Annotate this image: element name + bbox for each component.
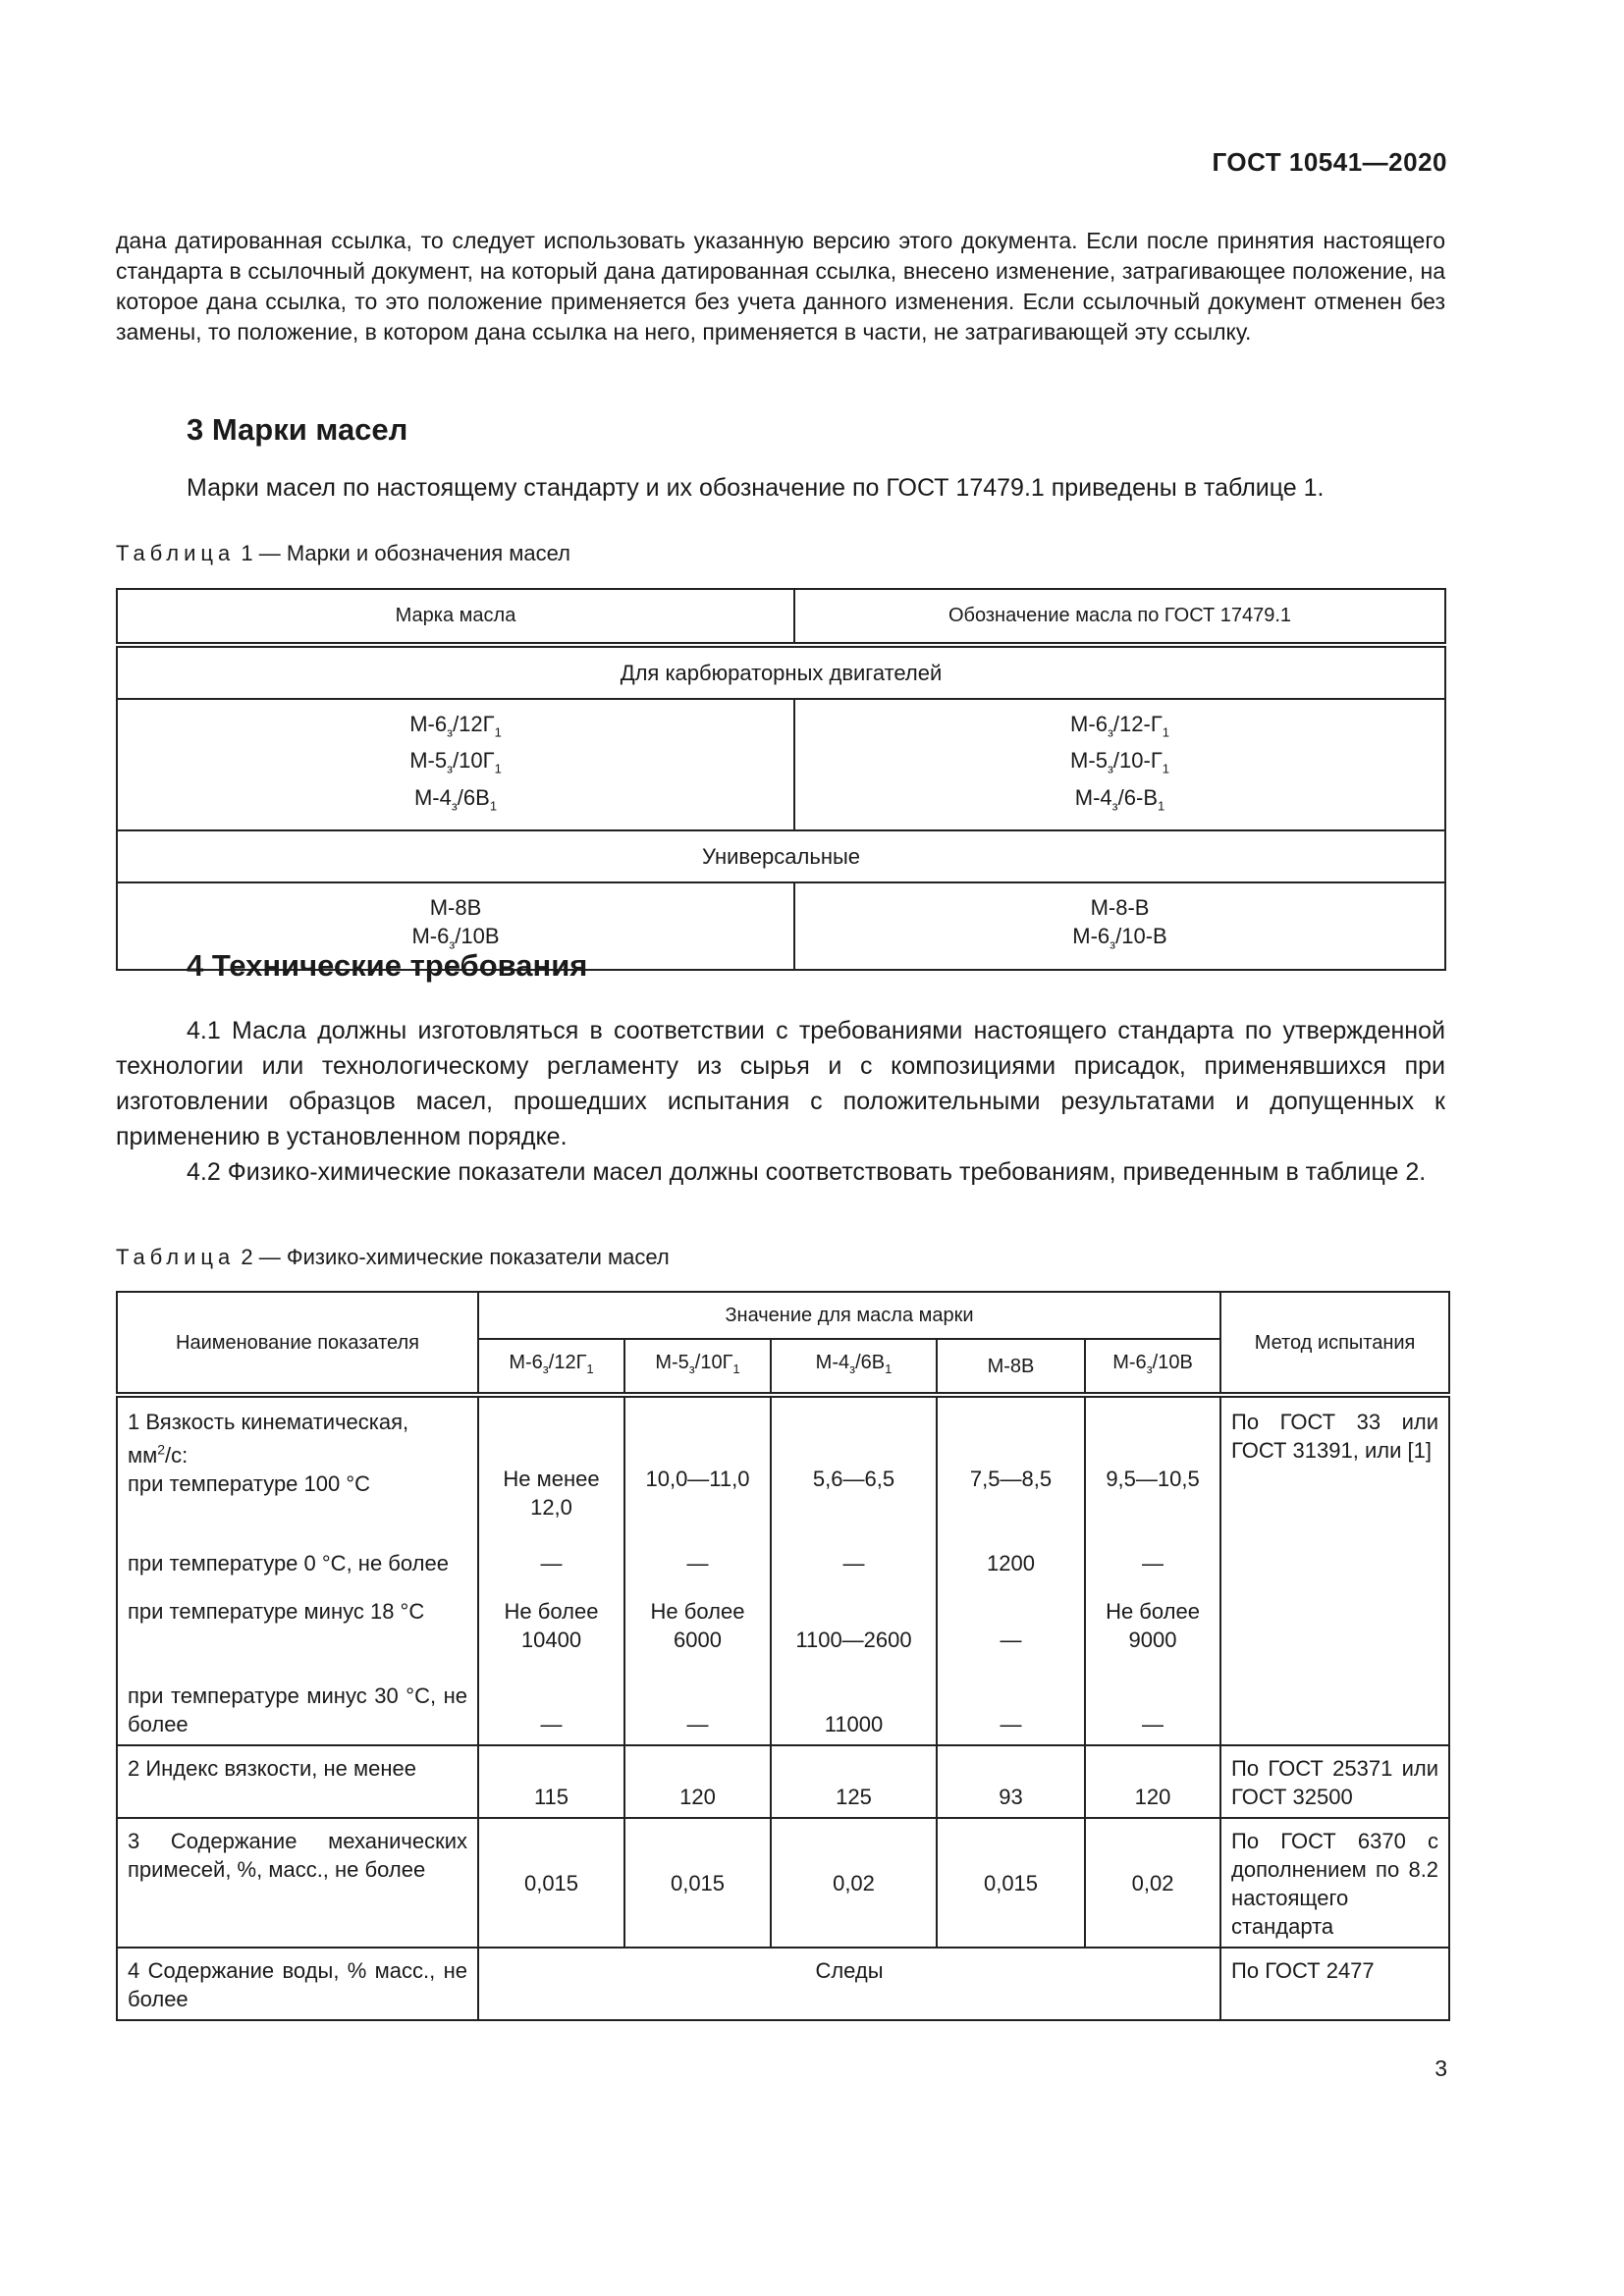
table-2-cell: 0,015 [624,1818,771,1948]
table-2-cell: 0,02 [771,1818,937,1948]
table-2-row-5-method: По ГОСТ 25371 или ГОСТ 32500 [1220,1745,1449,1818]
table-2-row-1-method: По ГОСТ 33 или ГОСТ 31391, или [1] [1220,1395,1449,1745]
intro-paragraph: дана датированная ссылка, то следует использовать указанную версию этого документа. Если после принятия настоящего стандарта в ссылочный документ, на который дана датированная ссылка, внесено изменение, затрагивающее положение, на которое дана ссылка, то это положение применяется без учета данного изменения. Если ссылочный документ отменен без замены, то положение, в котором дана ссылка на него, применяется в части, не затрагивающей эту ссылку. [116,228,1445,345]
table-2-row-6-method: По ГОСТ 6370 с дополнением по 8.2 настоящего стандарта [1220,1818,1449,1948]
table-2-cell: — [478,1660,624,1745]
table-2-row-5-name: 2 Индекс вязкости, не менее [117,1745,478,1818]
section-4-paragraph-1: 4.1 Масла должны изготовляться в соответствии с требованиями настоящего стандарта по утвержденной технологии или технологическому регламенту из сырья и с композициями присадок, применявшихся при изготовлении образцов масел, прошедших испытания с положительными результатами и допущенных к применению в установленном порядке. [116,1017,1445,1150]
table-2-cell: 1200 [937,1527,1085,1583]
table-2-row-3-name: при температуре минус 18 °С [117,1583,478,1660]
table-2-row-7-name: 4 Содержание воды, % масс., не более [117,1948,478,2020]
viscosity-unit: $мм^2/с$: [128,1442,189,1468]
table-2-caption-word: Таблица [116,1245,236,1269]
table-2-caption [116,1245,670,1270]
table-1-caption [116,541,570,566]
table-1-caption-text: 1 — Марки и обозначения масел [241,541,570,565]
table-2-cell: — [478,1527,624,1583]
table-2-cell: — [937,1583,1085,1660]
table-2-col-method: Метод испытания [1220,1292,1449,1395]
table-1-col-grade: Марка масла [117,589,794,645]
table-2-row-7-method: По ГОСТ 2477 [1220,1948,1449,2020]
table-2-cell: 115 [478,1745,624,1818]
table-2-row [117,1948,1449,2020]
table-1-grades-universal: М-8В $М-6_з/10В$ [117,882,794,969]
table-2-col-name: Наименование показателя [117,1292,478,1395]
table-2-cell: 120 [624,1745,771,1818]
table-2-cell: 93 [937,1745,1085,1818]
table-2-row-6-name: 3 Содержание механических примесей, %, масс., не более [117,1818,478,1948]
table-2-col-grade-5: $М-6_з/10В$ [1085,1339,1220,1395]
table-2 [116,1291,1450,2021]
table-2-cell: Не более 6000 [624,1583,771,1660]
section-3-heading: 3 Марки масел [187,412,408,447]
table-2-cell: — [624,1527,771,1583]
table-2-row-4-name: при температуре минус 30 °С, не более [117,1660,478,1745]
table-2-cell: 11000 [771,1660,937,1745]
table-2-cell: 0,015 [937,1818,1085,1948]
viscosity-100c: при температуре 100 °С [128,1471,371,1497]
table-1-header-row [117,589,1445,645]
table-1-group-carburetor: Для карбюраторных двигателей [117,645,1445,699]
table-2-row [117,1818,1449,1948]
table-2-cell: — [1085,1660,1220,1745]
table-1-caption-word: Таблица [116,541,236,565]
table-2-row-1-name [117,1395,478,1527]
table-2-cell: Не более 10400 [478,1583,624,1660]
table-2-cell: — [771,1527,937,1583]
section-3-text: Марки масел по настоящему стандарту и их обозначение по ГОСТ 17479.1 приведены в таблице 1. [187,474,1325,502]
table-1-designations-universal: М-8-В $М-6_з/10-В$ [794,882,1445,969]
table-2-cell-water-value: Следы [478,1948,1220,2020]
table-1-group-universal: Универсальные [117,830,1445,882]
viscosity-unit-rest: /с: [165,1443,189,1468]
table-2-cell: 120 [1085,1745,1220,1818]
table-2-cell: Не более 9000 [1085,1583,1220,1660]
table-2-cell: 1100—2600 [771,1583,937,1660]
table-2-caption-text: 2 — Физико-химические показатели масел [241,1245,670,1269]
document-number: ГОСТ 10541—2020 [1212,147,1447,177]
table-2-cell: 7,5—8,5 [937,1395,1085,1527]
table-2-cell: — [937,1660,1085,1745]
table-1-grades-carburetor: $М-6_з/12Г_1$ $М-5_з/10Г_1$ $М-4_з/6В_1$ [117,699,794,830]
table-1-row [117,699,1445,830]
table-2-cell: — [1085,1527,1220,1583]
table-1-group-row [117,830,1445,882]
table-2-cell: — [624,1660,771,1745]
table-1 [116,588,1446,971]
page-number: 3 [1435,2056,1447,2081]
table-2-col-grade-2: $М-5_з/10Г_1$ [624,1339,771,1395]
table-2-col-grade-1: $М-6_з/12Г_1$ [478,1339,624,1395]
table-2-row-2-name: при температуре 0 °С, не более [117,1527,478,1583]
table-2-col-value-group: Значение для масла марки [478,1292,1220,1339]
table-2-row [117,1395,1449,1527]
table-2-cell: 0,015 [478,1818,624,1948]
table-2-cell: Не менее 12,0 [478,1395,624,1527]
table-2-cell: 125 [771,1745,937,1818]
table-2-row [117,1745,1449,1818]
table-2-col-grade-4: М-8В [937,1339,1085,1395]
table-2-header-row [117,1292,1449,1339]
table-2-cell: 5,6—6,5 [771,1395,937,1527]
table-2-cell: 9,5—10,5 [1085,1395,1220,1527]
viscosity-unit-base: мм [128,1443,158,1468]
table-1-group-row [117,645,1445,699]
table-2-col-grade-3: $М-4_з/6В_1$ [771,1339,937,1395]
table-1-designations-carburetor: $М-6_з/12-Г_1$ $М-5_з/10-Г_1$ $М-4_з/6-В_1$ [794,699,1445,830]
section-4-heading: 4 Технические требования [187,948,588,983]
section-4-paragraph-2: 4.2 Физико-химические показатели масел должны соответствовать требованиям, приведенным в таблице 2. [187,1158,1427,1186]
table-2-cell: 0,02 [1085,1818,1220,1948]
viscosity-title: 1 Вязкость кинематическая, [128,1410,409,1434]
table-1-col-designation: Обозначение масла по ГОСТ 17479.1 [794,589,1445,645]
table-2-cell: 10,0—11,0 [624,1395,771,1527]
